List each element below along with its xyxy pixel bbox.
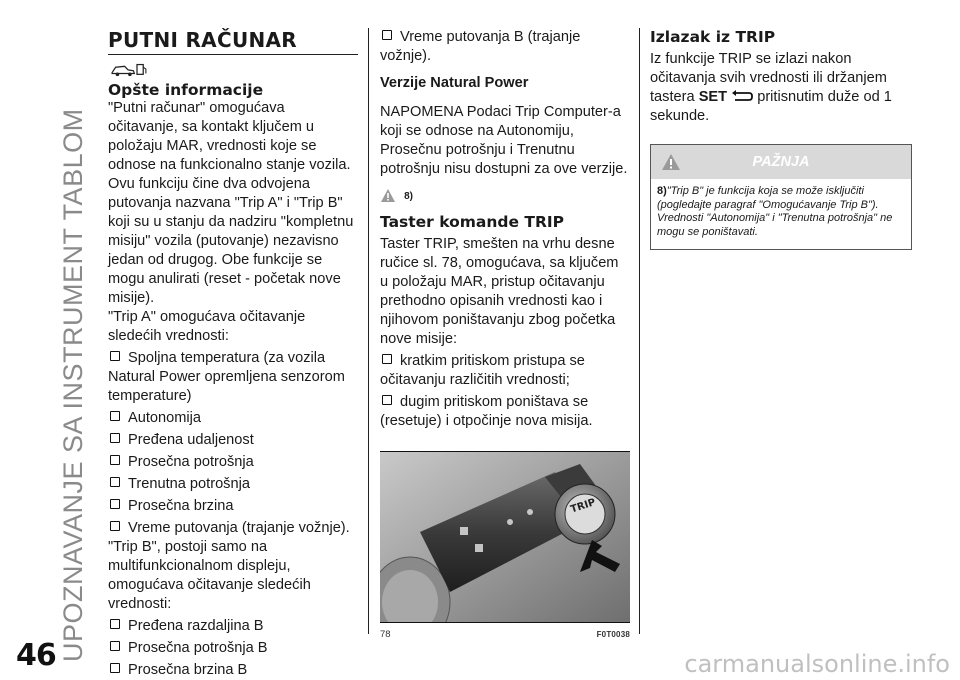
warning-triangle-icon: [661, 153, 681, 171]
list-item: Vreme putovanja (trajanje vožnje).: [108, 519, 358, 538]
list-item: dugim pritiskom poništava se (resetuje) i otpočinje nova misija.: [380, 394, 593, 429]
checkbox-bullet-icon: [382, 30, 392, 40]
figure-stalk-photo: [380, 451, 630, 623]
list-item: Trenutna potrošnja: [108, 475, 358, 494]
checkbox-bullet-icon: [110, 499, 120, 509]
list-item: Prosečna brzina B: [108, 661, 358, 680]
warning-triangle-icon: [380, 188, 396, 203]
variant-title: Verzije Natural Power: [380, 75, 529, 91]
column-2: [380, 28, 630, 644]
trip-a-paragraph: "Trip A" omogućava očitavanje sledećih vrednosti:: [108, 309, 306, 344]
sub-heading-trip-button: Taster komande TRIP: [380, 213, 565, 231]
watermark: carmanualsonline.info: [684, 650, 950, 678]
figure-caption: [380, 625, 630, 644]
list-item: Autonomija: [108, 409, 358, 428]
list-item: Pređena udaljenost: [108, 431, 358, 450]
warning-box: [650, 144, 912, 250]
column-3: [650, 28, 912, 250]
list-item: Vreme putovanja B (trajanje vožnje).: [380, 29, 581, 64]
list-item: Prosečna potrošnja: [108, 453, 358, 472]
page-number: 46: [16, 638, 56, 673]
checkbox-bullet-icon: [110, 351, 120, 361]
trip-button-paragraph: Taster TRIP, smešten na vrhu desne ručice sl. 78, omogućava, sa ključem u položaju MAR, pristup očitavanju prethodno opisanih vrednosti kao i njihovom poništavanju zbog početka nove misije:: [380, 236, 619, 347]
list-item: Pređena razdaljina B: [108, 617, 358, 636]
checkbox-bullet-icon: [382, 354, 392, 364]
checkbox-bullet-icon: [110, 619, 120, 629]
stalk-illustration: [380, 452, 630, 622]
note-paragraph: NAPOMENA Podaci Trip Computer-a koji se odnose na Autonomiju, Prosečnu potrošnju i Trenutnu potrošnju nisu dostupni za ove verzije.: [380, 104, 628, 177]
checkbox-bullet-icon: [110, 433, 120, 443]
warning-title: PAŽNJA: [752, 153, 810, 170]
checkbox-bullet-icon: [110, 455, 120, 465]
set-key-label: SET: [698, 89, 728, 105]
checkbox-bullet-icon: [110, 477, 120, 487]
figure-number: 78: [380, 629, 391, 640]
sub-heading-general: Opšte informacije: [108, 81, 264, 99]
checkbox-bullet-icon: [110, 663, 120, 673]
checkbox-bullet-icon: [382, 395, 392, 405]
checkbox-bullet-icon: [110, 521, 120, 531]
checkbox-bullet-icon: [110, 411, 120, 421]
figure-code: F0T0038: [596, 630, 630, 639]
list-item: Prosečna potrošnja B: [108, 639, 358, 658]
list-item: Prosečna brzina: [108, 497, 358, 516]
checkbox-bullet-icon: [110, 641, 120, 651]
column-divider-1: [368, 28, 369, 634]
trip-a-list: [108, 349, 358, 538]
exit-trip-paragraph: Iz funkcije TRIP se izlazi nakon očitavanja svih vrednosti ili držanjem tastera SET pritisnutim duže od 1 sekunde.: [650, 51, 892, 124]
column-1: [108, 28, 358, 680]
trip-b-paragraph: "Trip B", postoji samo na multifunkcionalnom displeju, omogućava očitavanje sledećih vrednosti:: [108, 539, 311, 612]
list-item: kratkim pritiskom pristupa se očitavanju različitih vrednosti;: [380, 353, 585, 388]
return-arrow-icon: [731, 90, 753, 102]
warning-text: 8)"Trip B" je funkcija koja se može isključiti (pogledajte paragraf "Omogućavanje Trip B"). Vrednosti "Autonomija" i "Trenutna potrošnja" ne mogu se poništavati.: [657, 185, 893, 238]
list-item: Spoljna temperatura (za vozila Natural Power opremljena senzorom temperature): [108, 350, 345, 404]
sub-heading-exit-trip: Izlazak iz TRIP: [650, 28, 776, 46]
chapter-side-title: UPOZNAVANJE SA INSTRUMENT TABLOM: [58, 108, 88, 662]
section-heading: PUTNI RAČUNAR: [108, 28, 358, 55]
column-divider-2: [639, 28, 640, 634]
trip-b-list: [108, 617, 358, 680]
warning-reference: 8): [380, 187, 630, 207]
trip-button-label: TRIP: [569, 497, 598, 516]
car-fuel-icon: [108, 61, 150, 77]
warning-header: [651, 145, 911, 179]
intro-paragraph: "Putni računar" omogućava očitavanje, sa kontakt ključem u položaju MAR, vrednosti koje se odnose na funkcionalno stanje vozila. Ovu funkciju čine dva odvojena putovanja nazvana "Trip A" i "Trip B" koji su u stanju da nadziru "kompletnu misiju" vozila (putovanje) nezavisno jedan od drugog. Obe funkcije se mogu anulirati (reset - početak nove misije).: [108, 100, 354, 306]
